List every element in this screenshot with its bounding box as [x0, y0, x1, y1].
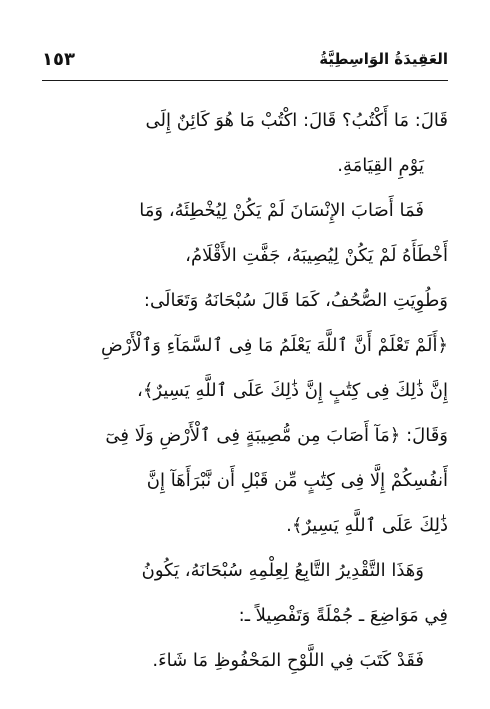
text-line: أَخْطَأَهُ لَمْ يَكُنْ لِيُصِيبَهُ، جَفَّتِ الأَقْلَامُ،: [185, 245, 448, 266]
text-line: فَقَدْ كَتَبَ فِي اللَّوْحِ المَحْفُوظِ مَا شَاءَ.: [152, 650, 424, 671]
body-text: [42, 98, 448, 683]
quran-verse-line: إِنَّ ذَٰلِكَ فِى كِتَٰبٍ إِنَّ ذَٰلِكَ عَلَى ٱللَّهِ يَسِيرٌ﴾،: [137, 380, 448, 401]
text-line: فِي مَوَاضِعَ ـ جُمْلَةً وَتَفْصِيلاً ـ:: [238, 605, 448, 626]
text-line: وَطُوِيَتِ الصُّحُفُ، كَمَا قَالَ سُبْحَانَهُ وَتَعَالَى:: [143, 290, 448, 311]
page-number: ١٥٣: [42, 48, 75, 70]
text-line: قَالَ: مَا أَكْتُبُ؟ قَالَ: اكْتُبْ مَا هُوَ كَائِنٌ إِلَى: [145, 110, 448, 131]
text-line: يَوْمِ القِيَامَةِ.: [337, 155, 424, 176]
quran-verse-line: ﴿أَلَمْ تَعْلَمْ أَنَّ ٱللَّهَ يَعْلَمُ مَا فِى ٱلسَّمَآءِ وَٱلْأَرْضِ: [100, 335, 448, 356]
header-divider: [42, 80, 448, 81]
quran-verse-line: أَنفُسِكُمْ إِلَّا فِى كِتَٰبٍ مِّن قَبْلِ أَن نَّبْرَأَهَآ إِنَّ: [146, 470, 448, 491]
text-line: فَمَا أَصَابَ الإِنْسَانَ لَمْ يَكُنْ لِيُخْطِئَهُ، وَمَا: [139, 200, 424, 221]
running-head-title: العَقِيدَةُ الوَاسِطِيَّةُ: [319, 50, 448, 68]
text-line: وَهَذَا التَّقْدِيرُ التَّابِعُ لِعِلْمِهِ سُبْحَانَهُ، يَكُونُ: [141, 560, 424, 581]
quran-verse-line: ذَٰلِكَ عَلَى ٱللَّهِ يَسِيرٌ﴾.: [286, 515, 448, 536]
quran-verse-line: وَقَالَ: ﴿مَآ أَصَابَ مِن مُّصِيبَةٍ فِى ٱلْأَرْضِ وَلَا فِىٓ: [105, 425, 448, 446]
page-header: [42, 40, 448, 78]
